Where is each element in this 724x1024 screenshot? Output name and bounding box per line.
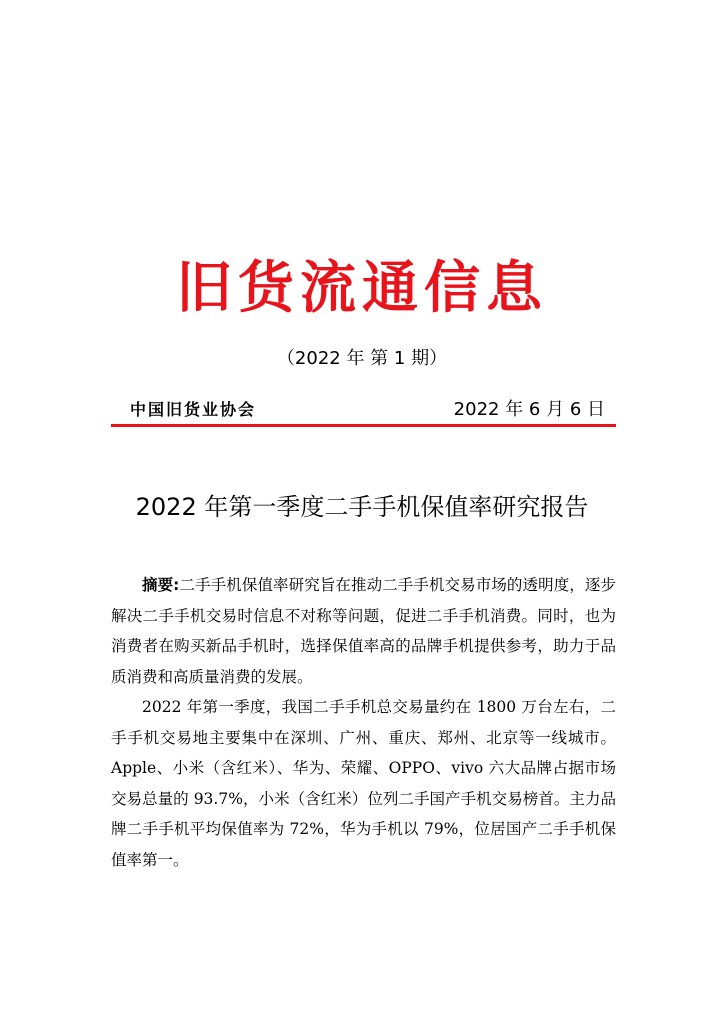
masthead-title: 旧货流通信息 [176,255,548,321]
abstract-paragraph [111,570,616,692]
abstract-label: 摘要: [142,576,180,594]
header-divider [111,424,616,427]
issue-number: （2022 年 第 1 期） [276,348,448,369]
publish-date: 2022 年 6 月 6 日 [453,399,605,420]
abstract-text: 二手手机保值率研究旨在推动二手手机交易市场的透明度，逐步解决二手手机交易时信息不对称等问题，促进二手手机消费。同时，也为消费者在购买新品手机时，选择保值率高的品牌手机提供参考，助力于品质消费和高质量消费的发展。 [111,576,616,686]
publisher-row [130,397,605,423]
article-title: 2022 年第一季度二手手机保值率研究报告 [135,493,589,521]
body-paragraph: 2022 年第一季度，我国二手手机总交易量约在 1800 万台左右，二手手机交易地主要集中在深圳、广州、重庆、郑州、北京等一线城市。Apple、小米（含红米）、华为、荣耀、OPPO、vivo 六大品牌占据市场交易总量的 93.7%，小米（含红米）位列二手国产手机交易榜首。主力品牌二手手机平均保值率为 72%，华为手机以 79%，位居国产二手手机保值率第一。 [111,698,616,869]
article-body [111,570,616,875]
publisher-name: 中国旧货业协会 [130,400,257,419]
